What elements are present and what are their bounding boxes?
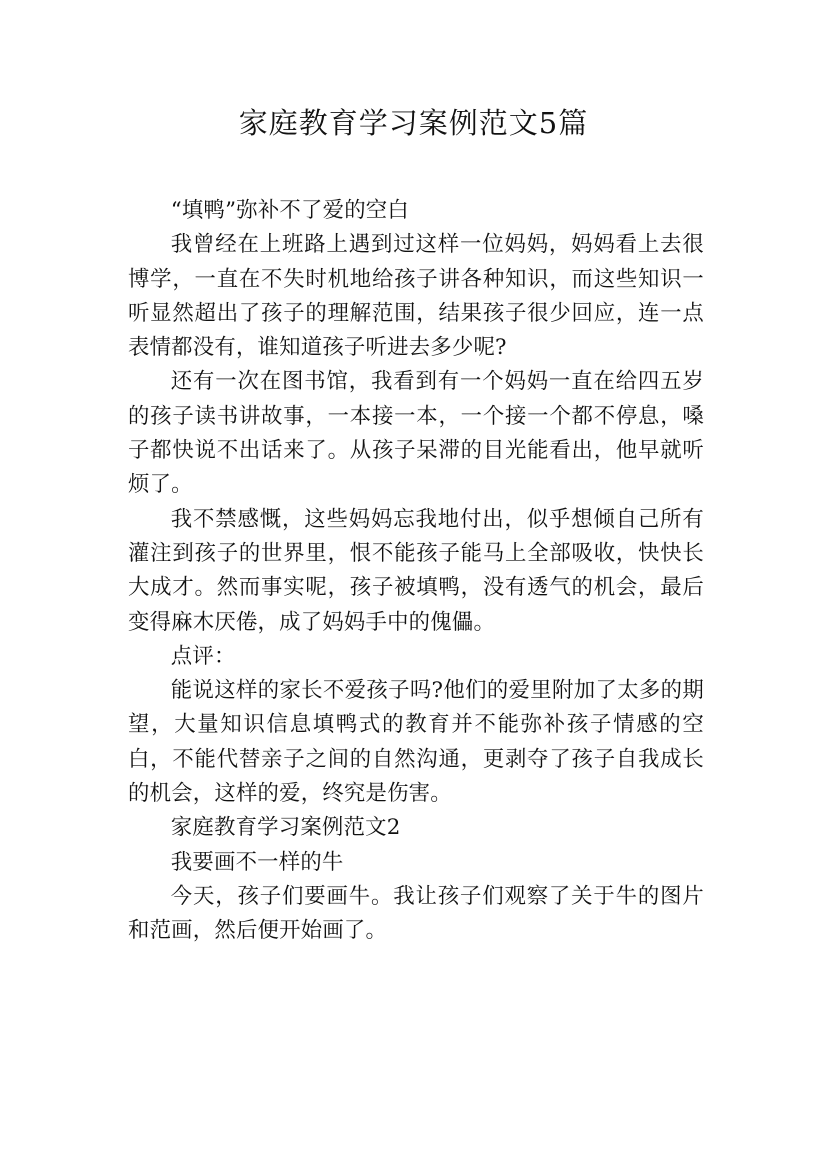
- document-title: 家庭教育学习案例范文5篇: [238, 106, 589, 140]
- section-heading-1: “填鸭”弥补不了爱的空白: [170, 198, 409, 223]
- paragraph: 我曾经在上班路上遇到过这样一位妈妈，妈妈看上去很博学，一直在不失时机地给孩子讲各种知识，而这些知识一听显然超出了孩子的理解范围，结果孩子很少回应，连一点表情都没有，谁知道孩子听进去多少呢?: [128, 232, 704, 361]
- paragraph: 今天，孩子们要画牛。我让孩子们观察了关于牛的图片和范画，然后便开始画了。: [128, 883, 704, 944]
- paragraph: 能说这样的家长不爱孩子吗?他们的爱里附加了太多的期望，大量知识信息填鸭式的教育并不能弥补孩子情感的空白，不能代替亲子之间的自然沟通，更剥夺了孩子自我成长的机会，这样的爱，终究是伤害。: [128, 678, 704, 807]
- document-body: [128, 194, 704, 949]
- paragraph: 我不禁感慨，这些妈妈忘我地付出，似乎想倾自己所有灌注到孩子的世界里，恨不能孩子能马上全部吸收，快快长大成才。然而事实呢，孩子被填鸭，没有透气的机会，最后变得麻木厌倦，成了妈妈手中的傀儡。: [128, 506, 704, 635]
- subsection-heading: 我要画不一样的牛: [170, 849, 344, 875]
- paragraph: 还有一次在图书馆，我看到有一个妈妈一直在给四五岁的孩子读书讲故事，一本接一本，一个接一个都不停息，嗓子都快说不出话来了。从孩子呆滞的目光能看出，他早就听烦了。: [128, 369, 704, 498]
- section-heading-2: 家庭教育学习案例范文2: [170, 815, 401, 841]
- comment-label: 点评：: [170, 643, 236, 669]
